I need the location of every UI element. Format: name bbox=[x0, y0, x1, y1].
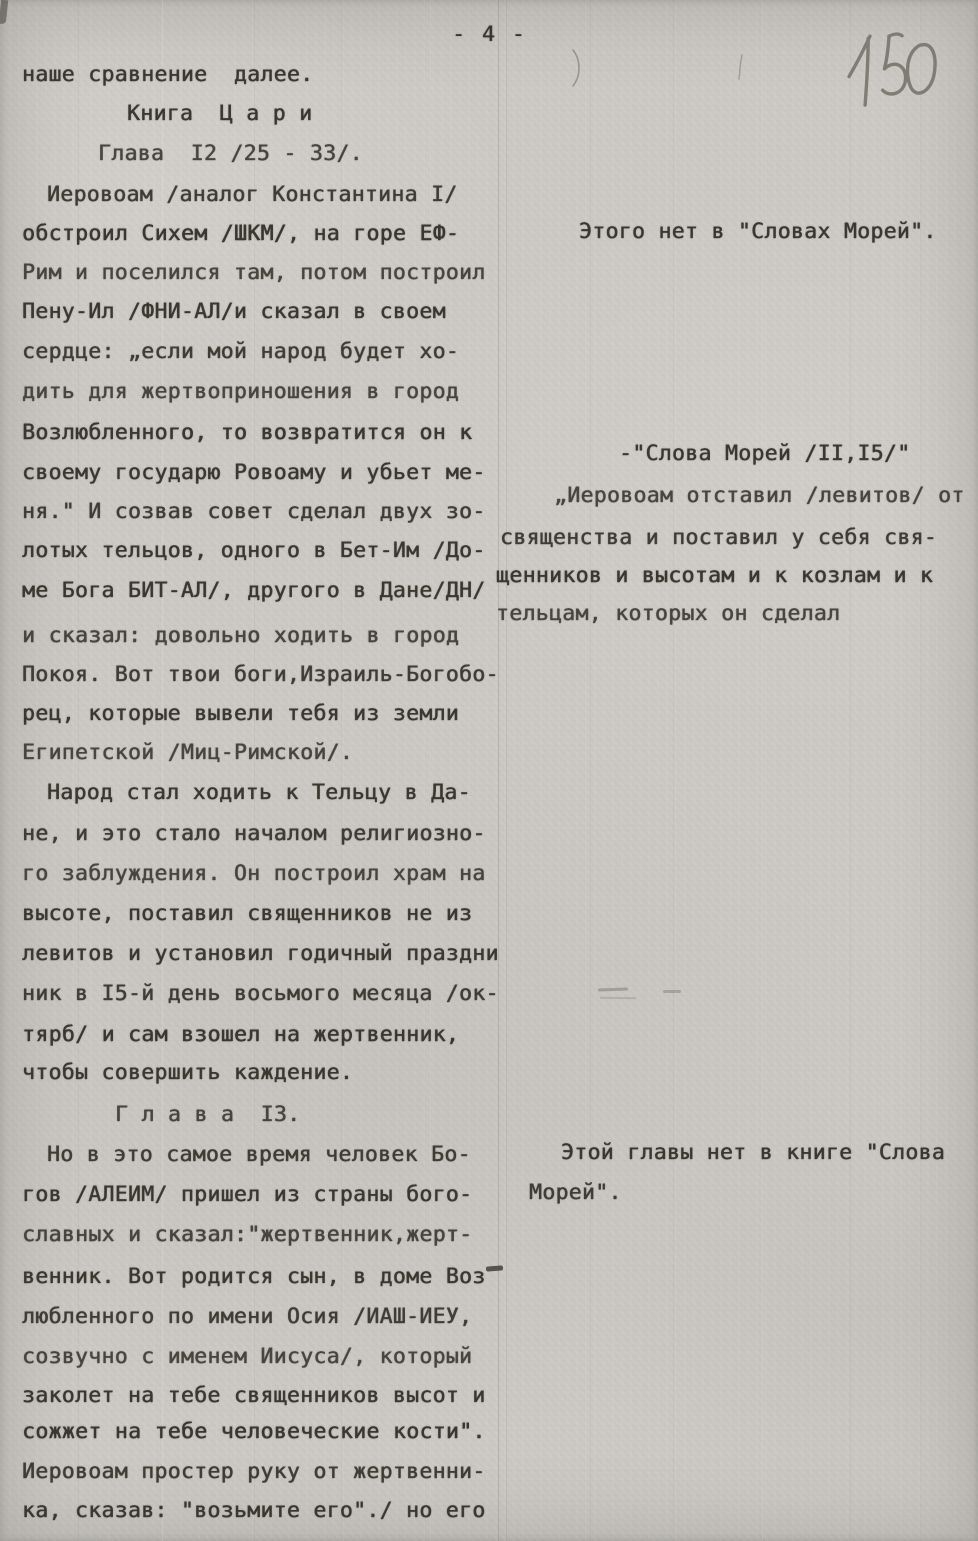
typewritten-line: Народ стал ходить к Тельцу в Да- bbox=[47, 780, 471, 805]
typewritten-line: гов /АЛЕИМ/ пришел из страны бого- bbox=[22, 1182, 473, 1207]
typewritten-line: наше сравнение далее. bbox=[22, 62, 314, 87]
typewritten-line: чтобы совершить каждение. bbox=[22, 1060, 354, 1085]
typewritten-line: высоте, поставил священников не из bbox=[22, 901, 473, 926]
typewritten-line: рец, которые вывели тебя из земли bbox=[22, 701, 460, 726]
typewritten-line: не, и это стало началом религиозно- bbox=[22, 821, 486, 846]
typewritten-line: Египетской /Миц-Римской/. bbox=[22, 740, 354, 765]
typewritten-line: своему государю Ровоаму и убьет ме- bbox=[22, 460, 486, 485]
typewritten-line: сердце: „если мой народ будет хо- bbox=[22, 339, 460, 364]
typewritten-line: ме Бога БИТ-АЛ/, другого в Дане/ДН/ bbox=[22, 578, 486, 603]
typewritten-line: Книга Ц а р и bbox=[127, 101, 313, 126]
typewritten-line: Г л а в а I3. bbox=[115, 1102, 301, 1127]
typewritten-line: -"Слова Морей /II,I5/" bbox=[619, 441, 911, 466]
typewritten-line: славных и сказал:"жертвенник,жерт- bbox=[22, 1222, 473, 1247]
typewritten-line: щенников и высотам и к козлам и к bbox=[496, 563, 934, 588]
typewritten-line: обстроил Сихем /ШКМ/, на горе ЕФ- bbox=[22, 221, 460, 246]
typewritten-line: левитов и установил годичный праздни bbox=[22, 941, 499, 966]
typewritten-line: тельцам, которых он сделал bbox=[496, 601, 841, 626]
typewritten-line: лотых тельцов, одного в Бет-Им /До- bbox=[22, 538, 486, 563]
typewritten-line: венник. Вот родится сын, в доме Воз bbox=[22, 1264, 486, 1289]
typewritten-line: Возлюбленного, то возвратится он к bbox=[22, 420, 473, 445]
typewritten-line: го заблуждения. Он построил храм на bbox=[22, 861, 486, 886]
typewritten-line: ка, сказав: "возьмите его"./ но его bbox=[22, 1498, 486, 1523]
typewritten-line: любленного по имени Осия /ИАШ-ИЕУ, bbox=[22, 1304, 473, 1329]
typewritten-line: заколет на тебе священников высот и bbox=[22, 1383, 486, 1408]
typewritten-line: Рим и поселился там, потом построил bbox=[22, 260, 486, 285]
typewritten-line: дить для жертвоприношения в город bbox=[22, 379, 460, 404]
typewritten-line: Пену-Ил /ФНИ-АЛ/и сказал в своем bbox=[22, 299, 446, 324]
typewritten-line: Покоя. Вот твои боги,Израиль-Богобо- bbox=[22, 662, 499, 687]
typewritten-line: Но в это самое время человек Бо- bbox=[47, 1142, 471, 1167]
typewritten-line: Иеровоам /аналог Константина I/ bbox=[47, 182, 458, 207]
typewritten-line: и сказал: довольно ходить в город bbox=[22, 623, 460, 648]
typewritten-line: Глава I2 /25 - 33/. bbox=[98, 141, 363, 166]
page-number: - 4 - bbox=[452, 22, 527, 47]
typewritten-line: ня." И созвав совет сделал двух зо- bbox=[22, 499, 486, 524]
typewritten-line: тярб/ и сам взошел на жертвенник, bbox=[22, 1022, 460, 1047]
typewritten-line: Морей". bbox=[529, 1180, 622, 1205]
typewritten-line: сожжет на тебе человеческие кости". bbox=[22, 1419, 486, 1444]
typewritten-line: Этой главы нет в книге "Слова bbox=[561, 1140, 946, 1165]
typewritten-line: Этого нет в "Словах Морей". bbox=[579, 219, 937, 244]
typewritten-line: Иеровоам простер руку от жертвенни- bbox=[22, 1459, 486, 1484]
typewritten-line: созвучно с именем Иисуса/, который bbox=[22, 1344, 473, 1369]
typewritten-line: ник в I5-й день восьмого месяца /ок- bbox=[22, 981, 499, 1006]
typewritten-line: священства и поставил у себя свя- bbox=[500, 525, 938, 550]
typewritten-line: „Иеровоам отставил /левитов/ от bbox=[554, 483, 965, 508]
